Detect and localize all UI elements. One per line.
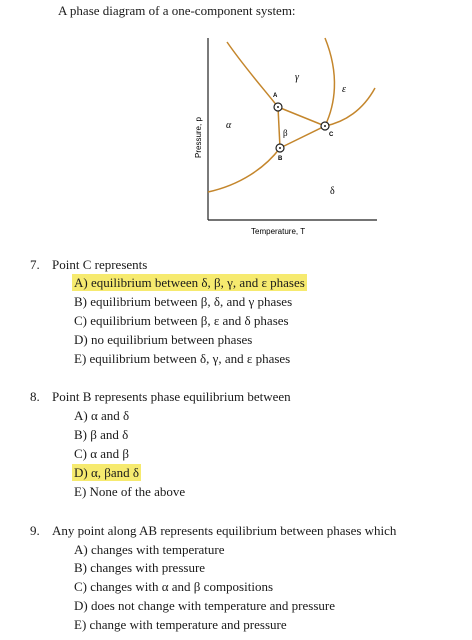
question-9-option-b: B) changes with pressure [74, 560, 206, 575]
question-8-option-c: C) α and β [74, 446, 129, 461]
question-8 [30, 388, 291, 405]
question-7-option-c: C) equilibrium between β, ε and δ phases [74, 313, 289, 328]
boundary-gamma-epsilon [325, 38, 334, 126]
question-7-number: 7. [30, 257, 40, 272]
point-c-marker [321, 122, 329, 130]
phase-label-alpha: α [226, 120, 232, 131]
question-9 [30, 522, 396, 539]
point-b-label: B [278, 156, 283, 162]
question-7-option-a: A) equilibrium between δ, β, γ, and ε phases [74, 275, 305, 290]
question-7-option-d: D) no equilibrium between phases [74, 332, 253, 347]
question-8-option-b: B) β and δ [74, 427, 129, 442]
phase-label-delta: δ [330, 186, 335, 197]
point-a-label: A [273, 93, 278, 99]
question-9-option-e: E) change with temperature and pressure [74, 617, 287, 632]
question-8-option-a: A) α and δ [74, 408, 130, 423]
boundary-alpha-delta [208, 148, 280, 192]
phase-label-epsilon: ε [342, 84, 346, 95]
question-8-option-e: E) None of the above [74, 484, 186, 499]
x-axis-label: Temperature, T [251, 227, 306, 236]
question-9-option-c: C) changes with α and β compositions [74, 579, 274, 594]
intro-text: A phase diagram of a one-component system: [58, 3, 296, 18]
question-7-option-e: E) equilibrium between δ, γ, and ε phases [74, 351, 291, 366]
question-9-text: Any point along AB represents equilibrium between phases which [52, 523, 397, 538]
question-9-number: 9. [30, 523, 40, 538]
phase-diagram [185, 30, 385, 240]
phase-label-beta: β [283, 128, 288, 138]
question-8-text: Point B represents phase equilibrium between [52, 389, 291, 404]
point-a-marker [274, 103, 282, 111]
point-c-label: C [329, 132, 334, 138]
point-b-marker [276, 144, 284, 152]
question-7-text: Point C represents [52, 257, 148, 272]
boundary-alpha-gamma [227, 42, 278, 107]
question-8-number: 8. [30, 389, 40, 404]
question-7 [30, 256, 147, 273]
phase-label-gamma: γ [295, 72, 299, 83]
boundary-beta-gamma [278, 107, 325, 126]
question-7-option-b: B) equilibrium between β, δ, and γ phases [74, 294, 293, 309]
question-9-option-a: A) changes with temperature [74, 542, 225, 557]
y-axis-label: Pressure, p [194, 117, 203, 158]
boundary-alpha-beta [278, 107, 280, 148]
question-9-option-d: D) does not change with temperature and pressure [74, 598, 335, 613]
question-8-option-d: D) α, βand δ [74, 465, 140, 480]
